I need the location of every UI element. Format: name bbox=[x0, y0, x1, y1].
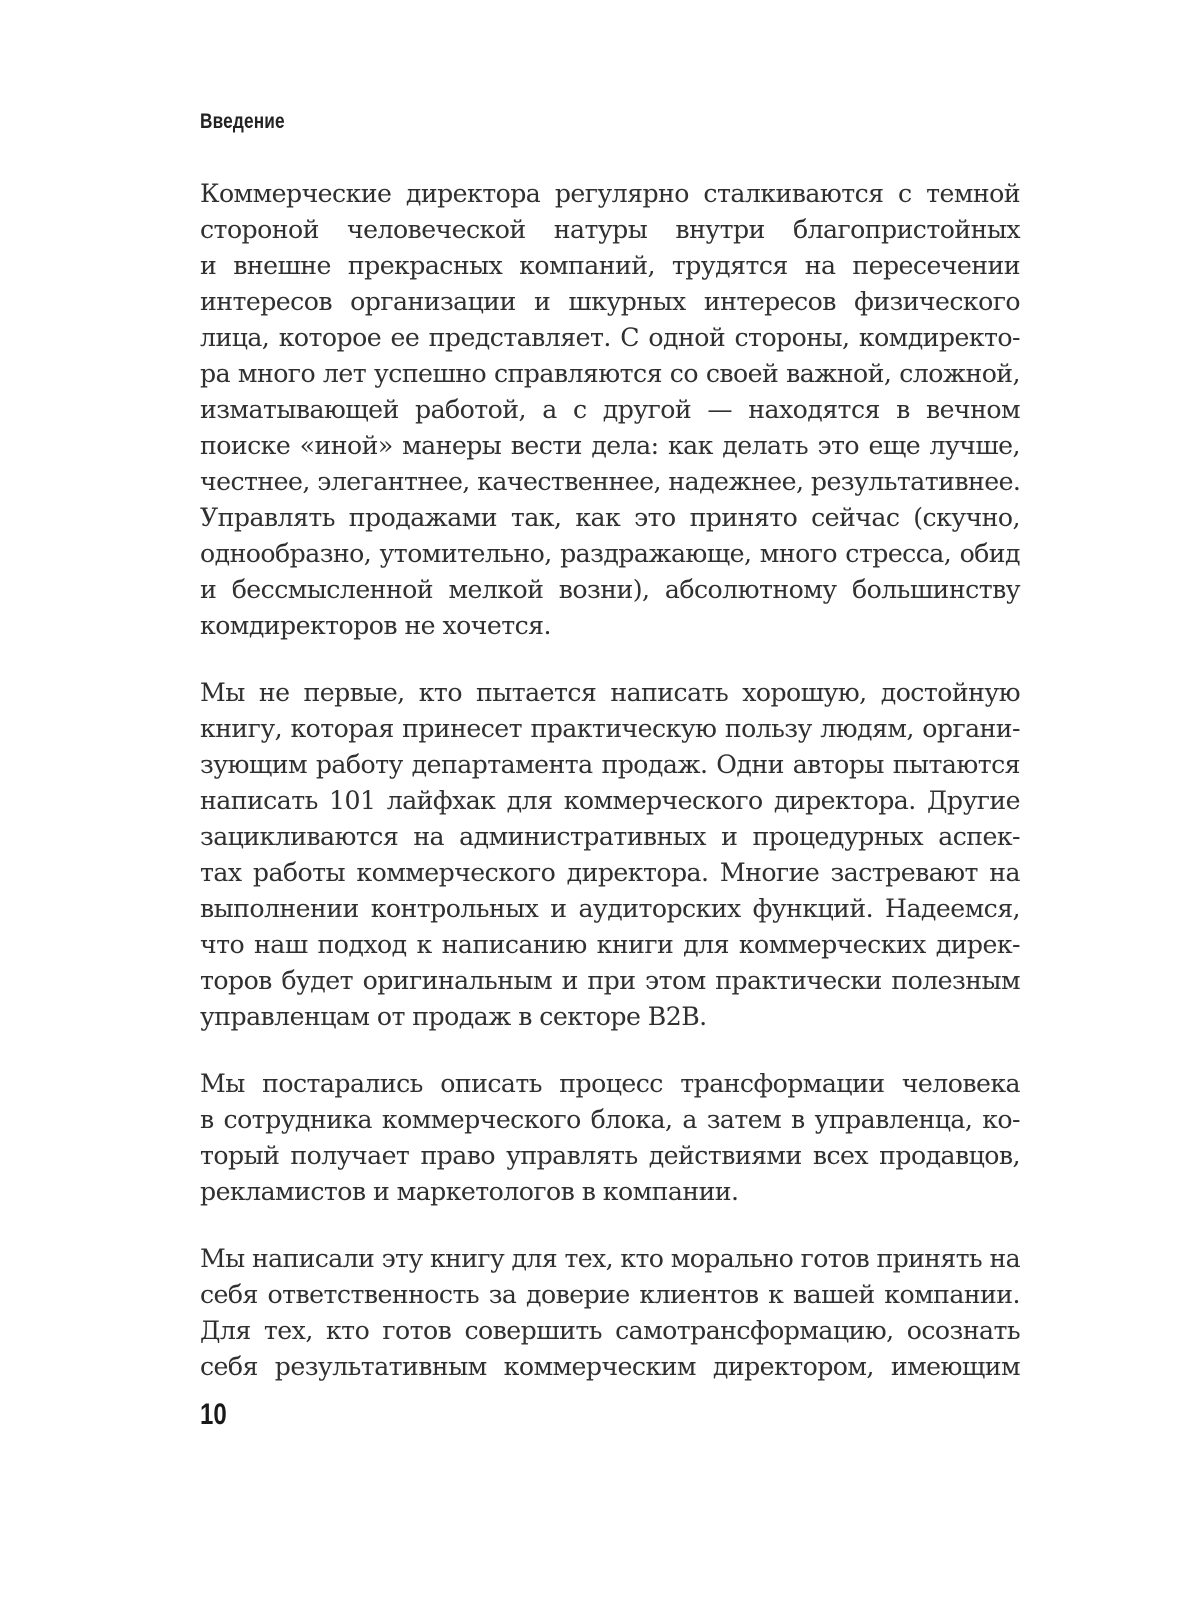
paragraph bbox=[200, 1066, 1020, 1210]
text-line: управленцам от продаж в секторе B2B. bbox=[200, 1002, 707, 1031]
text-line: рекламистов и маркетологов в компании. bbox=[200, 1177, 739, 1206]
running-head: Введение bbox=[200, 110, 285, 133]
text-line: Коммерческие директора регулярно сталкиваются с темной bbox=[200, 179, 1020, 208]
text-line: торый получает право управлять действиями всех продавцов, bbox=[200, 1141, 1020, 1170]
text-line: комдиректоров не хочется. bbox=[200, 611, 551, 640]
text-line: интересов организации и шкурных интересов физического bbox=[200, 287, 1020, 316]
text-line: что наш подход к написанию книги для коммерческих дирек- bbox=[200, 930, 1020, 959]
text-line: зацикливаются на административных и процедурных аспек- bbox=[200, 822, 1020, 851]
text-line: написать 101 лайфхак для коммерческого директора. Другие bbox=[200, 786, 1020, 815]
text-line: однообразно, утомительно, раздражающе, много стресса, обид bbox=[200, 539, 1020, 568]
text-line: тах работы коммерческого директора. Многие застревают на bbox=[200, 858, 1020, 887]
text-line: ра много лет успешно справляются со своей важной, сложной, bbox=[200, 359, 1020, 388]
text-line: Мы постарались описать процесс трансформации человека bbox=[200, 1069, 1020, 1098]
text-line: себя ответственность за доверие клиентов к вашей компании. bbox=[200, 1280, 1020, 1309]
text-line: лица, которое ее представляет. С одной стороны, комдиректо- bbox=[200, 323, 1020, 352]
text-line: выполнении контрольных и аудиторских функций. Надеемся, bbox=[200, 894, 1020, 923]
text-line: зующим работу департамента продаж. Одни авторы пытаются bbox=[200, 750, 1020, 779]
text-line: торов будет оригинальным и при этом практически полезным bbox=[200, 966, 1020, 995]
text-line: стороной человеческой натуры внутри благопристойных bbox=[200, 215, 1020, 244]
text-line: и бессмысленной мелкой возни), абсолютному большинству bbox=[200, 575, 1020, 604]
text-line: поиске «иной» манеры вести дела: как делать это еще лучше, bbox=[200, 431, 1020, 460]
paragraph bbox=[200, 675, 1020, 1035]
text-line: Мы написали эту книгу для тех, кто морально готов принять на bbox=[200, 1244, 1020, 1273]
text-line: Для тех, кто готов совершить самотрансформацию, осознать bbox=[200, 1316, 1020, 1345]
text-line: в сотрудника коммерческого блока, а затем в управленца, ко- bbox=[200, 1105, 1020, 1134]
text-line: себя результативным коммерческим директором, имеющим bbox=[200, 1352, 1020, 1381]
paragraph bbox=[200, 1241, 1020, 1385]
paragraph bbox=[200, 176, 1020, 644]
text-line: Управлять продажами так, как это принято сейчас (скучно, bbox=[200, 503, 1020, 532]
text-line: книгу, которая принесет практическую пользу людям, органи- bbox=[200, 714, 1020, 743]
body-text bbox=[200, 176, 1020, 1416]
text-line: и внешне прекрасных компаний, трудятся на пересечении bbox=[200, 251, 1020, 280]
page-number: 10 bbox=[200, 1398, 227, 1431]
text-line: честнее, элегантнее, качественнее, надежнее, результативнее. bbox=[200, 467, 1021, 496]
text-line: изматывающей работой, а с другой — находятся в вечном bbox=[200, 395, 1020, 424]
text-line: Мы не первые, кто пытается написать хорошую, достойную bbox=[200, 678, 1020, 707]
